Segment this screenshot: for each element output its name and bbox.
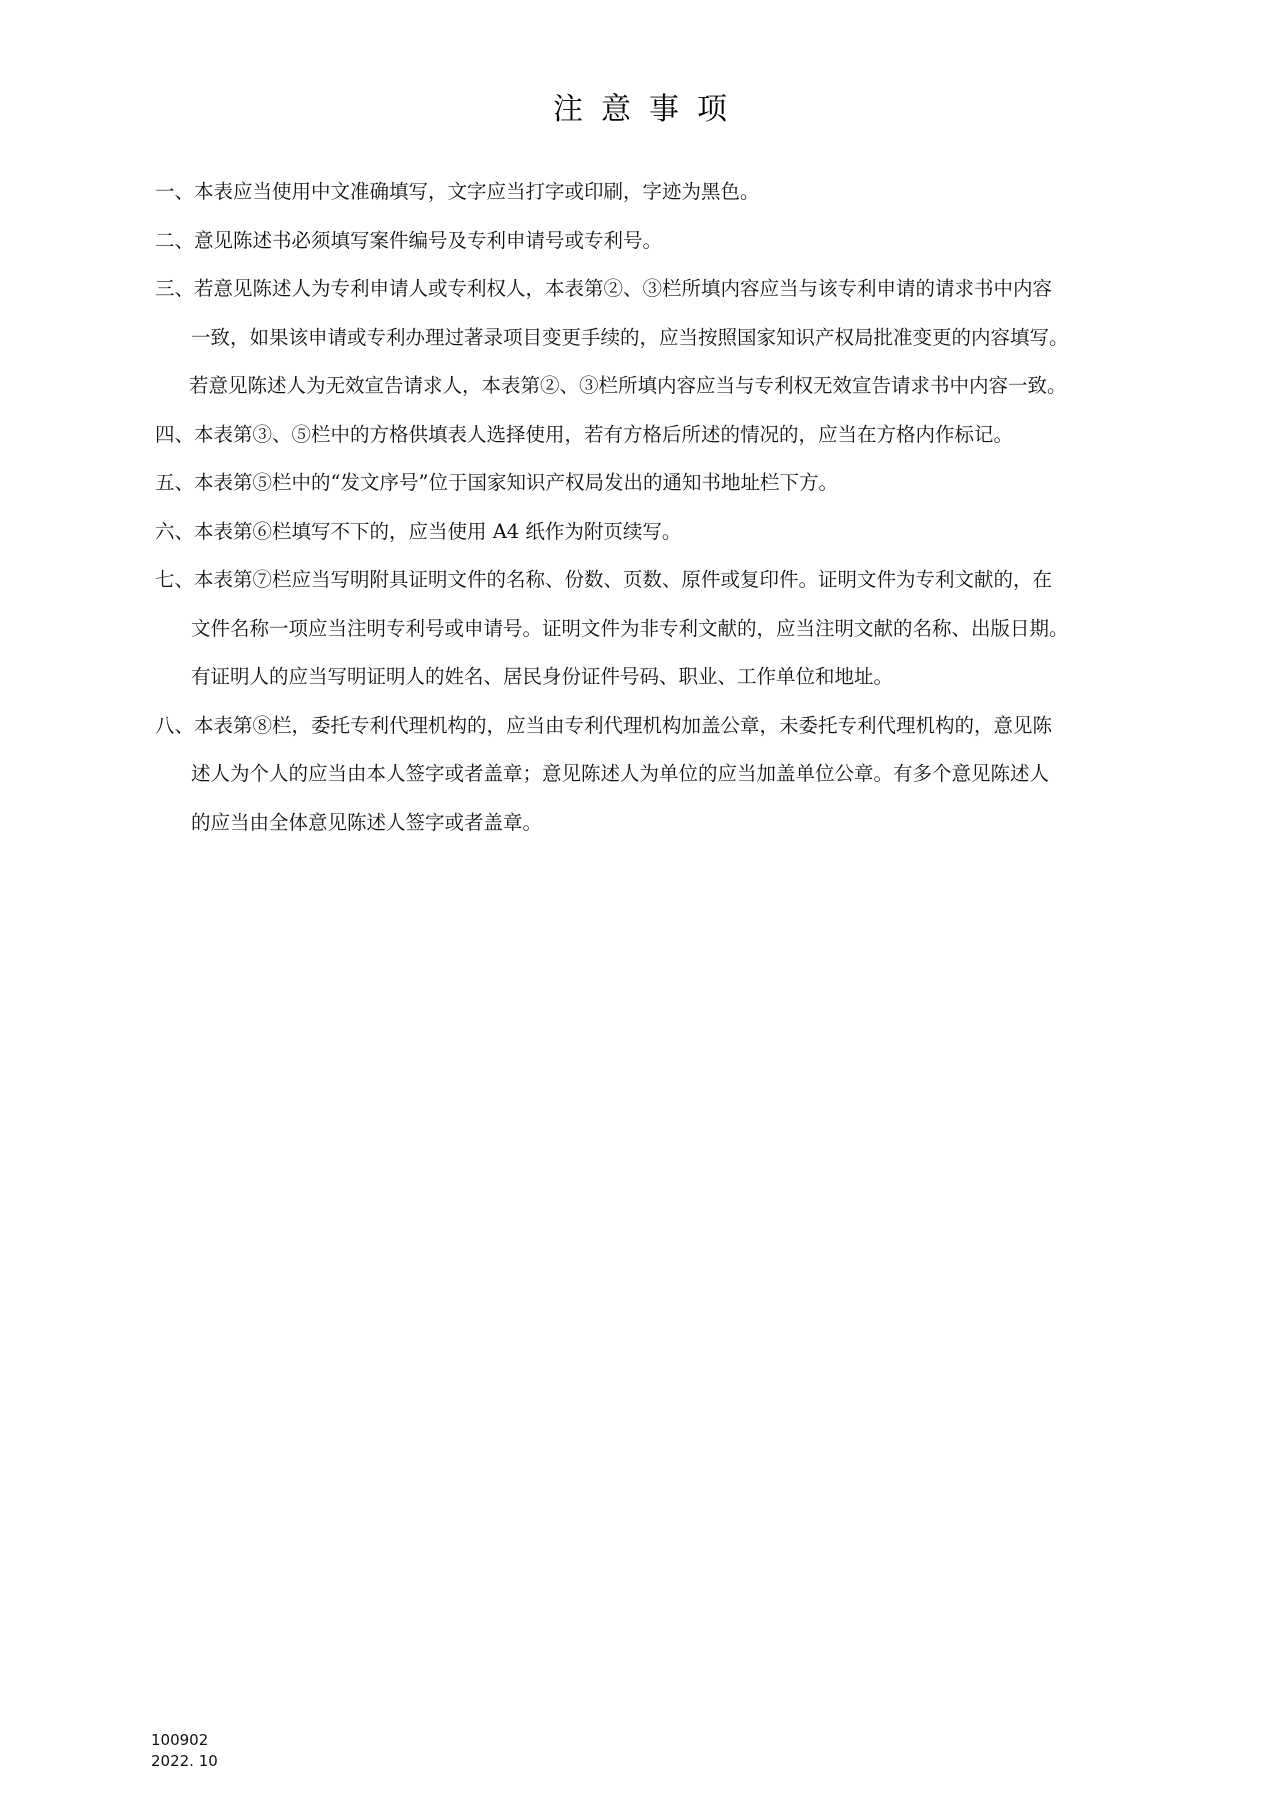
- note-line: 一、本表应当使用中文准确填写，文字应当打字或印刷，字迹为黑色。: [155, 180, 760, 203]
- note-line-continued: 有证明人的应当写明证明人的姓名、居民身份证件号码、职业、工作单位和地址。: [191, 665, 894, 688]
- note-line: 八、本表第⑧栏，委托专利代理机构的，应当由专利代理机构加盖公章，未委托专利代理机构的，意见陈: [155, 713, 1053, 737]
- note-item-3: [155, 265, 1200, 411]
- note-line-continued: 的应当由全体意见陈述人签字或者盖章。: [191, 810, 543, 834]
- note-line-continued: 若意见陈述人为无效宣告请求人，本表第②、③栏所填内容应当与专利权无效宣告请求书中内容一致。: [189, 374, 1067, 397]
- note-item-1: [155, 168, 1200, 217]
- note-line: 二、意见陈述书必须填写案件编号及专利申请号或专利号。: [155, 228, 663, 252]
- note-item-5: [155, 459, 1200, 508]
- form-code: 100902: [151, 1731, 209, 1749]
- note-line: 六、本表第⑥栏填写不下的，应当使用 A4 纸作为附页续写。: [155, 519, 682, 543]
- note-line: 三、若意见陈述人为专利申请人或专利权人，本表第②、③栏所填内容应当与该专利申请的请求书中内容: [155, 277, 1053, 300]
- note-line: 五、本表第⑤栏中的“发文序号”位于国家知识产权局发出的通知书地址栏下方。: [155, 471, 838, 494]
- note-item-8: [155, 702, 1200, 848]
- notes-list: [155, 168, 1200, 847]
- note-item-4: [155, 411, 1200, 460]
- note-item-6: [155, 508, 1200, 557]
- note-line: 七、本表第⑦栏应当写明附具证明文件的名称、份数、页数、原件或复印件。证明文件为专利文献的，在: [155, 568, 1053, 591]
- note-item-7: [155, 556, 1200, 702]
- note-item-2: [155, 217, 1200, 266]
- form-footer: [151, 1730, 218, 1772]
- note-line: 四、本表第③、⑤栏中的方格供填表人选择使用，若有方格后所述的情况的，应当在方格内作标记。: [155, 422, 1014, 446]
- page-title: 注意事项: [553, 92, 745, 127]
- note-line-continued: 一致，如果该申请或专利办理过著录项目变更手续的，应当按照国家知识产权局批准变更的内容填写。: [191, 325, 1069, 349]
- note-line-continued: 述人为个人的应当由本人签字或者盖章；意见陈述人为单位的应当加盖单位公章。有多个意见陈述人: [191, 762, 1050, 785]
- form-edition: 2022. 10: [151, 1752, 218, 1770]
- note-line-continued: 文件名称一项应当注明专利号或申请号。证明文件为非专利文献的，应当注明文献的名称、出版日期。: [191, 616, 1069, 640]
